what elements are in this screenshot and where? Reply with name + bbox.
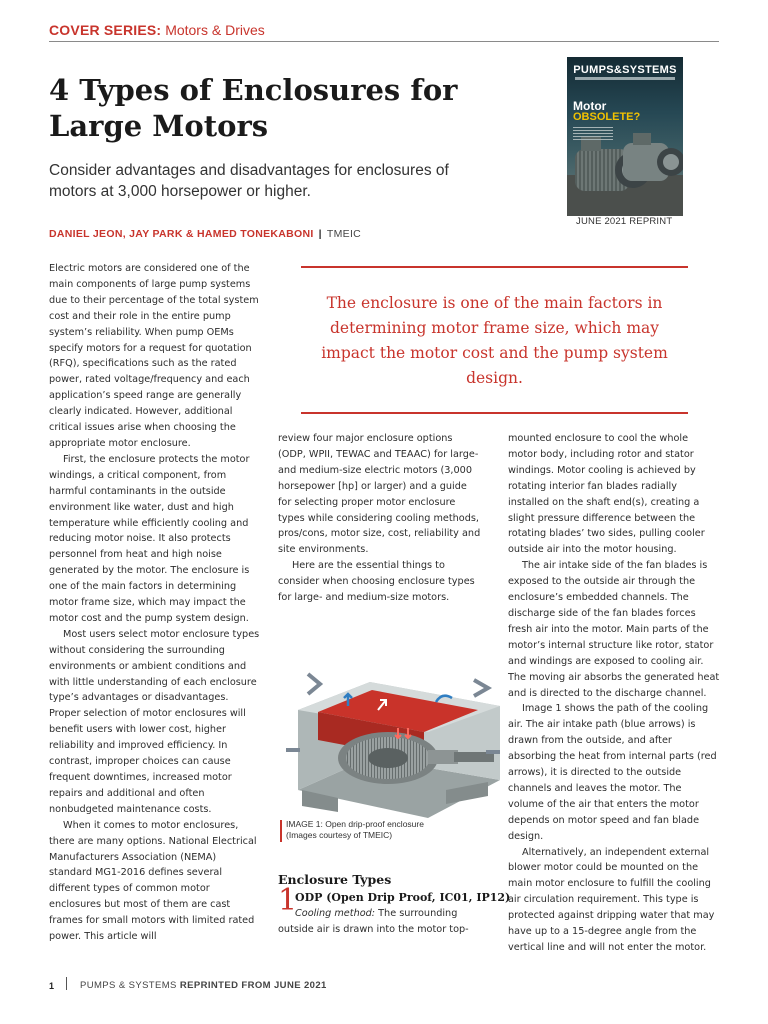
cover-caption: JUNE 2021 REPRINT [576,216,673,227]
item-lead [295,906,481,922]
figure-caption-credit: (Images courtesy of TMEIC) [286,830,393,840]
item-number: 1 [278,883,298,918]
footer-publication-name: PUMPS & SYSTEMS [80,980,177,991]
item-title: ODP (Open Drip Proof, IC01, IP12) [295,891,511,904]
article-title: 4 Types of Enclosures for Large Motors [49,73,458,143]
paragraph: mounted enclosure to cool the whole motor body, including rotor and stator windings. Motor cooling is achieved by rotating interior fan blades radially installed on the shaft end(s), creating a slight pressure difference between the rotating blades’ two sides, pulling cooler outside air into the motor housing. [508,433,705,556]
pull-quote: The enclosure is one of the main factors in determining motor frame size, which may impact the motor cost and the pump system design. [321,294,668,387]
series-label-bold: COVER SERIES: [49,22,162,38]
paragraph: Image 1 shows the path of the cooling air. The air intake path (blue arrows) is drawn from the outside, and after absorbing the heat from internal parts (red arrows), it is directed to the outside channels and leaves the motor. The volume of the air that enters the motor depends on motor speed and fan blade design. [508,703,717,842]
paragraph: Alternatively, an independent external blower motor could be mounted on the main motor enclosure to fulfill the cooling air circulation requirement. This type is protected against dripping water that may have up to a 15-degree angle from the vertical line and will not enter the motor. [508,846,715,953]
cover-headline-highlight: OBSOLETE? [573,111,641,123]
item-lead-text: The surrounding [378,908,458,919]
caption-accent-bar [280,820,282,842]
open-drip-proof-motor-image [278,640,504,820]
article-deck: Consider advantages and disadvantages for enclosures of motors at 3,000 horsepower or higher. [49,162,449,200]
footer-divider [66,977,67,990]
byline-organization: TMEIC [326,228,362,240]
paragraph: The air intake side of the fan blades is exposed to the outside air through the enclosure’s embedded channels. The discharge side of the fan blades forces fresh air into the motor. Main parts of the motor’s internal structure like rotor, stator and windings are exposed to cooling air. The moving air absorbs the generated heat and is directed to the discharge channel. [508,560,720,699]
cover-subtext [573,127,613,141]
series-label [49,22,265,38]
body-column-2 [278,431,481,606]
paragraph: Electric motors are considered one of the main components of large pump systems due to their percentage of the total system cost and their role in the entire pump system’s reliability. When pump OEMs specify motors for a request for quotation (RFQ), specifications such as the rated power, rated voltage/frequency and each application’s speed range are generally clearly indicated. However, additional critical issues arise when choosing the appropriate motor enclosure. [49,263,259,449]
paragraph: First, the enclosure protects the motor windings, a critical component, from harmful contaminants in the outside environment like water, dust and high temperature while efficiently cooling and reducing motor noise. It also protects personnel from heat and high noise generated by the motor. The enclosure is one of the main factors in determining motor frame size, which may impact the motor cost and the pump system design. [49,453,250,624]
cover-brand: PUMPS&SYSTEMS [573,64,677,76]
series-label-topic: Motors & Drives [165,22,265,38]
figure-caption-line: IMAGE 1: Open drip-proof enclosure [286,819,424,829]
paragraph: review four major enclosure options (ODP, WPII, TEWAC and TEAAC) for large- and medium-size electric motors (3,000 horsepower [hp] or larger) and a guide for selecting proper motor enclosure types while considering cooling methods, pros/cons, motor size, cost, reliability and site environments. [278,433,481,556]
byline [49,228,361,240]
footer-reprint-note: REPRINTED FROM JUNE 2021 [179,980,327,991]
pull-quote-rule-top [301,266,688,268]
magazine-cover-thumbnail [567,57,683,216]
item-lead-label: Cooling method: [295,908,376,919]
byline-authors: DANIEL JEON, JAY PARK & HAMED TONEKABONI [49,228,314,240]
paragraph: Most users select motor enclosure types without considering the surrounding environments or ambient conditions and with little understanding of each enclosure type’s advantages or disadvantages. Proper selection of motor enclosures will benefit users with lower cost, higher reliability and improved efficiency. In contrast, improper choices can cause frequent downtimes, increased motor repairs and additional and often nonbudgeted maintenance costs. [49,628,260,815]
paragraph: When it comes to motor enclosures, there are many options. National Electrical Manufacturers Association (NEMA) standard MG1-2016 defines several different types of common motor enclosures but most of them are cast frames for small motors with limited rated power. This article will [49,819,257,943]
figure-caption [286,819,486,841]
item-lead-continued: outside air is drawn into the motor top- [278,924,469,935]
body-column-3 [508,431,720,956]
byline-separator: | [318,228,322,240]
body-column-1 [49,261,262,945]
page-number: 1 [49,981,55,991]
pull-quote-rule-bottom [301,412,688,414]
footer-publication [80,980,327,991]
paragraph: Here are the essential things to consider when choosing enclosure types for large- and medium-size motors. [278,560,475,604]
section-heading: Enclosure Types [278,872,392,887]
cover-headline: Motor [573,99,607,113]
cover-tagline [575,77,675,80]
header-divider [49,41,719,42]
